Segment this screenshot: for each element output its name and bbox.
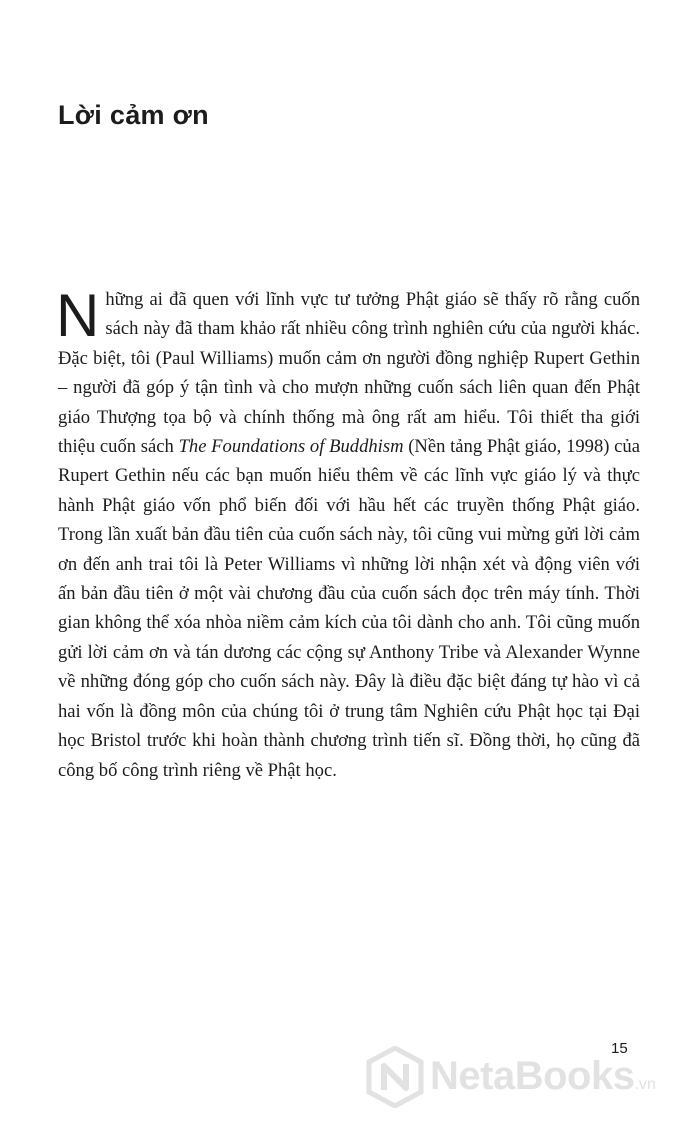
body-text-part-1: hững ai đã quen với lĩnh vực tư tưởng Phật giáo sẽ thấy rõ rằng cuốn sách này đã tham khảo rất nhiều công trình nghiên cứu của người khác. Đặc biệt, tôi (Paul Williams) muốn cảm ơn người đồng nghiệp Rupert Gethin – người đã góp ý tận tình và cho mượn những cuốn sách liên quan đến Phật giáo Thượng tọa bộ và chính thống mà ông rất am hiểu. Tôi thiết tha giới thiệu cuốn sách (58, 289, 640, 458)
watermark-text (430, 1054, 656, 1099)
page-number: 15 (611, 1040, 628, 1057)
watermark (360, 1044, 700, 1110)
netabooks-n-logo-icon (366, 1046, 424, 1108)
book-title-italic: The Foundations of Buddhism (178, 436, 404, 458)
chapter-title: Lời cảm ơn (58, 100, 209, 130)
body-paragraph (56, 282, 640, 785)
watermark-suffix: .vn (634, 1076, 656, 1093)
body-text-part-2: (Nền tảng Phật giáo, 1998) của Rupert Gethin nếu các bạn muốn hiểu thêm về các lĩnh vực giáo lý và thực hành Phật giáo vốn phổ biến đối với hầu hết các truyền thống Phật giáo. Trong lần xuất bản đầu tiên của cuốn sách này, tôi cũng vui mừng gửi lời cảm ơn đến anh trai tôi là Peter Williams vì những lời nhận xét và động viên với ấn bản đầu tiên ở một vài chương đầu của cuốn sách đọc trên máy tính. Thời gian không thể xóa nhòa niềm cảm kích của tôi dành cho anh. Tôi cũng muốn gửi lời cảm ơn và tán dương các cộng sự Anthony Tribe và Alexander Wynne về những đóng góp cho cuốn sách này. Đây là điều đặc biệt đáng tự hào vì cả hai vốn là đồng môn của chúng tôi ở trung tâm Nghiên cứu Phật học tại Đại học Bristol trước khi hoàn thành chương trình tiến sĩ. Đồng thời, họ cũng đã công bố công trình riêng về Phật học. (58, 436, 640, 781)
drop-cap: N (56, 282, 100, 349)
watermark-brand: NetaBooks (430, 1054, 635, 1098)
